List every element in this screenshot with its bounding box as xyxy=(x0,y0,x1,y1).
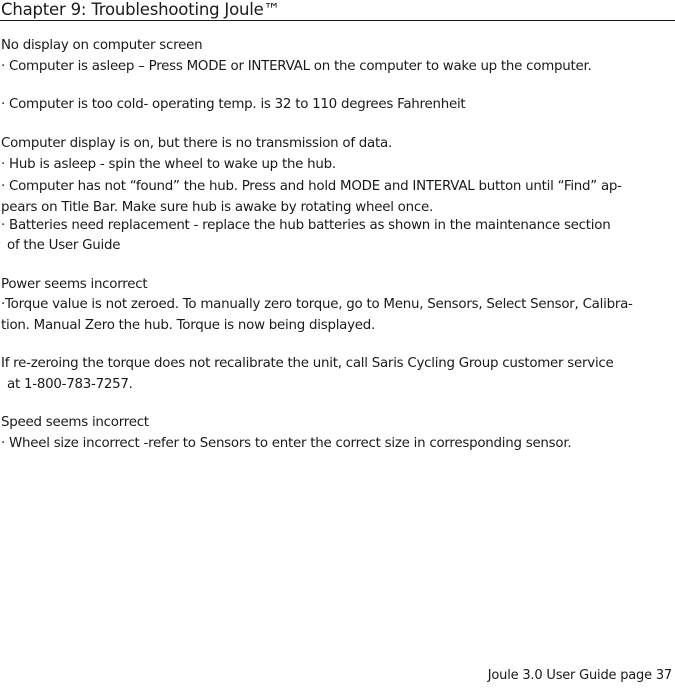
section-heading: Computer display is on, but there is no transmission of data. xyxy=(1,136,392,151)
page-title: Chapter 9: Troubleshooting Joule™ xyxy=(1,0,280,19)
section-heading: Power seems incorrect xyxy=(1,277,148,292)
body-line: at 1-800-783-7257. xyxy=(7,377,133,392)
bullet-line: · Batteries need replacement - replace the hub batteries as shown in the maintenance section xyxy=(1,218,611,233)
bullet-line: · Computer has not “found” the hub. Press and hold MODE and INTERVAL button until “Find” ap- xyxy=(1,179,622,194)
title-rule xyxy=(0,20,675,21)
bullet-line: · Computer is asleep – Press MODE or INTERVAL on the computer to wake up the computer. xyxy=(1,59,592,74)
body-line: tion. Manual Zero the hub. Torque is now being displayed. xyxy=(1,318,376,333)
bullet-line: ·Torque value is not zeroed. To manually zero torque, go to Menu, Sensors, Select Sensor, Calibra- xyxy=(1,297,633,312)
section-heading: No display on computer screen xyxy=(1,38,203,53)
bullet-line: · Computer is too cold- operating temp. is 32 to 110 degrees Fahrenheit xyxy=(1,97,466,112)
bullet-line: · Hub is asleep - spin the wheel to wake up the hub. xyxy=(1,157,336,172)
body-line: pears on Title Bar. Make sure hub is awake by rotating wheel once. xyxy=(1,200,433,215)
bullet-line: · Wheel size incorrect -refer to Sensors to enter the correct size in corresponding sensor. xyxy=(1,436,572,451)
section-heading: Speed seems incorrect xyxy=(1,415,149,430)
page-footer: Joule 3.0 User Guide page 37 xyxy=(487,668,672,683)
body-line: of the User Guide xyxy=(7,238,121,253)
body-line: If re-zeroing the torque does not recalibrate the unit, call Saris Cycling Group customer service xyxy=(1,356,614,371)
